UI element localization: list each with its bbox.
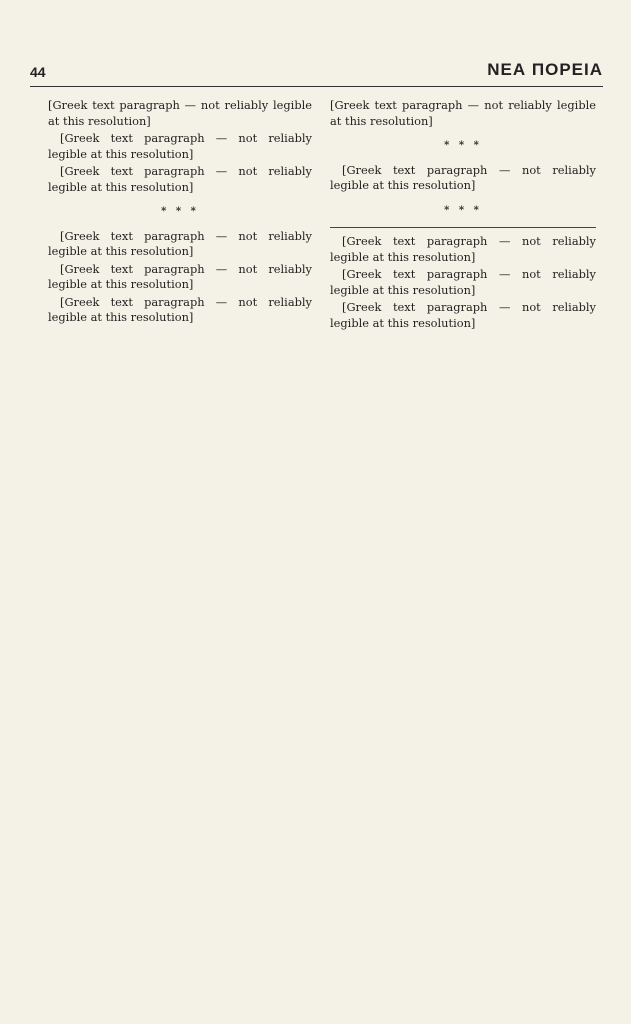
section-separator: * * *: [161, 206, 199, 217]
page-number: 44: [30, 64, 46, 80]
section-separator: * * *: [444, 204, 482, 216]
paragraph: [Greek text paragraph — not reliably legible at this resolution]: [330, 162, 596, 193]
right-column: [330, 98, 596, 1000]
section-separator: * * *: [444, 140, 482, 151]
paragraph: [Greek text paragraph — not reliably legible at this resolution]: [48, 164, 312, 194]
paragraph: [Greek text paragraph — not reliably legible at this resolution]: [330, 300, 596, 330]
paragraph: [Greek text paragraph — not reliably legible at this resolution]: [48, 294, 312, 325]
header-rule: [30, 86, 603, 87]
section-rule: [330, 227, 596, 228]
paragraph: [Greek text paragraph — not reliably legible at this resolution]: [330, 234, 596, 264]
left-column: [48, 98, 312, 1000]
running-header: [30, 58, 603, 80]
paragraph: [Greek text paragraph — not reliably legible at this resolution]: [48, 228, 312, 259]
journal-title: ΝΕΑ ΠΟΡΕΙΑ: [487, 60, 603, 79]
paragraph: [Greek text paragraph — not reliably legible at this resolution]: [48, 261, 312, 292]
paragraph: [Greek text paragraph — not reliably legible at this resolution]: [48, 98, 312, 128]
paragraph: [Greek text paragraph — not reliably legible at this resolution]: [330, 267, 596, 297]
paragraph: [Greek text paragraph — not reliably legible at this resolution]: [48, 131, 312, 161]
paragraph: [Greek text paragraph — not reliably legible at this resolution]: [330, 98, 596, 128]
